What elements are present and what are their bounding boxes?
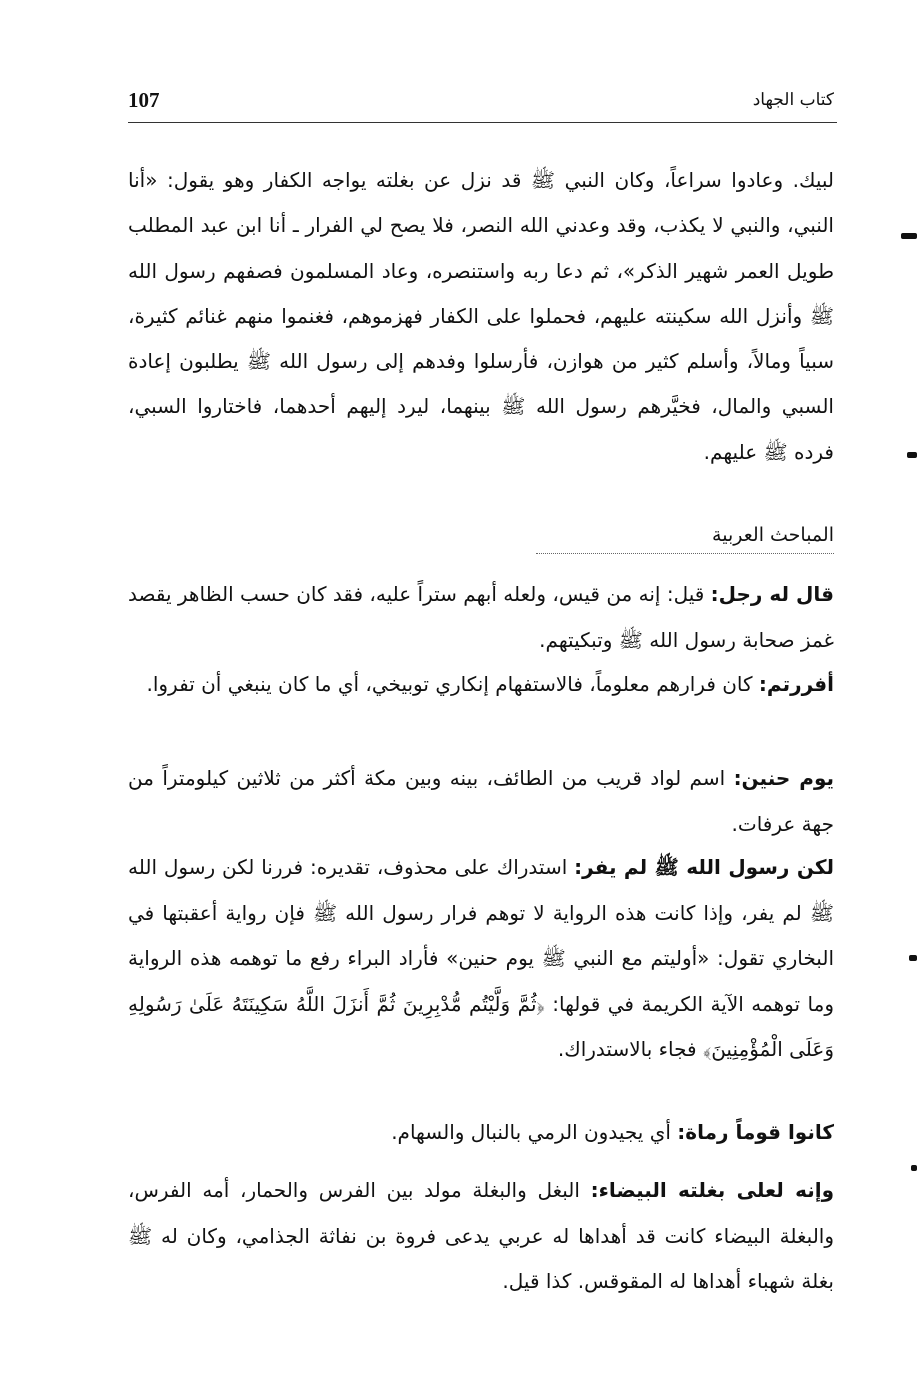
intro-text: لبيك. وعادوا سراعاً، وكان النبي ﷺ قد نزل عن بغلته يواجه الكفار وهو يقول: «أنا النبي، والنبي لا يكذب، وقد وعدني الله النصر، فلا يصح لي الفرار ـ أنا ابن عبد المطلب طويل العمر شهير الذكر»، ثم دعا ربه واستنصره، وعاد المسلمون فصفهم رسول الله ﷺ وأنزل الله سكينته عليهم، فحملوا على الكفار فهزموهم، فغنموا منهم غنائم كثيرة، سبياً ومالاً، وأسلم كثير من هوازن، فأرسلوا وفدهم إلى رسول الله ﷺ يطلبون إعادة السبي والمال، فخيَّرهم رسول الله ﷺ بينهما، ليرد إليهم أحدهما، فاختاروا السبي، فرده ﷺ عليهم. <box>128 168 834 464</box>
intro-paragraph <box>128 158 834 475</box>
gloss-entry <box>128 1168 834 1305</box>
scan-edge-mark <box>901 233 917 239</box>
scan-edge-mark <box>911 1165 917 1171</box>
gloss-term: كانوا قوماً رماة: <box>677 1120 834 1144</box>
gloss-term: أفررتم: <box>758 672 834 696</box>
gloss-text: كان فرارهم معلوماً، فالاستفهام إنكاري توبيخي، أي ما كان ينبغي أن تفروا. <box>146 672 759 696</box>
gloss-term: قال له رجل: <box>710 582 834 606</box>
header-rule <box>128 122 837 123</box>
page-number: 107 <box>128 88 160 112</box>
section-title: المباحث العربية <box>712 524 834 546</box>
gloss-text: أي يجيدون الرمي بالنبال والسهام. <box>391 1120 678 1144</box>
gloss-text: قيل: إنه من قيس، ولعله أبهم ستراً عليه، فقد كان حسب الظاهر يقصد غمز صحابة رسول الله ﷺ وتبكيتهم. <box>128 582 834 652</box>
gloss-text: اسم لواد قريب من الطائف، بينه وبين مكة أكثر من ثلاثين كيلومتراً من جهة عرفات. <box>128 766 834 836</box>
gloss-entry <box>128 662 834 708</box>
gloss-entry <box>128 1110 834 1156</box>
scan-edge-mark <box>909 955 917 961</box>
gloss-text: استدراك على محذوف، تقديره: فررنا لكن رسول الله ﷺ لم يفر، وإذا كانت هذه الرواية لا توهم فرار رسول الله ﷺ فإن رواية أعقبتها في البخاري تقول: «أوليتم مع النبي ﷺ يوم حنين» فأراد البراء رفع ما توهمه هذه الرواية وما توهمه الآية الكريمة في قولها: ﴿ثُمَّ وَلَّيْتُم مُّدْبِرِينَ ثُمَّ أَنزَلَ اللَّهُ سَكِينَتَهُ عَلَىٰ رَسُولِهِ وَعَلَى الْمُؤْمِنِينَ﴾ فجاء بالاستدراك. <box>128 855 834 1061</box>
section-rule <box>536 553 834 554</box>
gloss-term: لكن رسول الله ﷺ لم يفر: <box>574 855 834 879</box>
page-header <box>128 88 834 122</box>
gloss-entry <box>128 756 834 847</box>
gloss-entry <box>128 845 834 1073</box>
running-title: كتاب الجهاد <box>752 90 834 110</box>
gloss-entry <box>128 572 834 663</box>
gloss-term: وإنه لعلى بغلته البيضاء: <box>590 1178 835 1202</box>
scan-edge-mark <box>907 452 917 458</box>
section-heading <box>712 524 834 546</box>
gloss-term: يوم حنين: <box>733 766 834 790</box>
gloss-text: البغل والبغلة مولد بين الفرس والحمار، أمه الفرس، والبغلة البيضاء كانت قد أهداها له عربي يدعى فروة بن نفاثة الجذامي، وكان له ﷺ بغلة شهباء أهداها له المقوقس. كذا قيل. <box>128 1178 834 1293</box>
